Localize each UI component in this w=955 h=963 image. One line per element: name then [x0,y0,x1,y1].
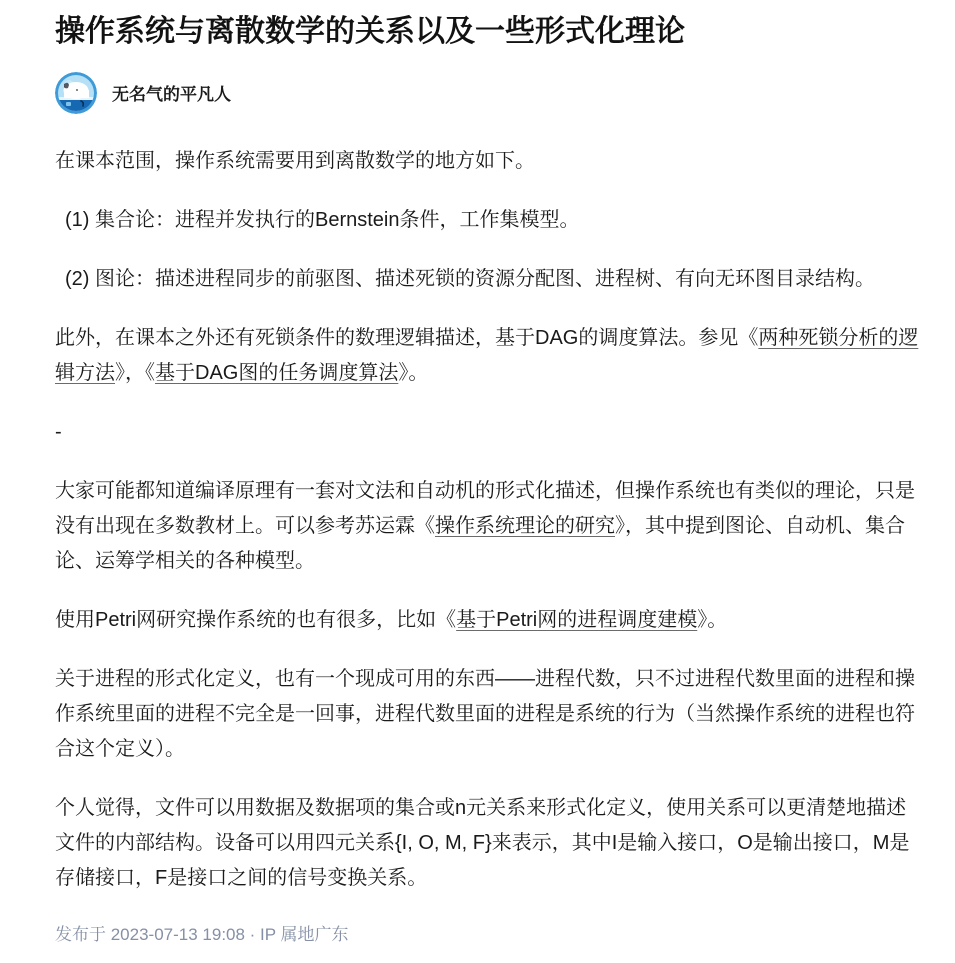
paragraph-text: 》，《 [115,361,155,384]
dash-text: - [55,420,62,443]
article-title: 操作系统与离散数学的关系以及一些形式化理论 [55,15,685,48]
article-content [55,144,921,896]
paragraph-file-relations [55,791,921,896]
paragraph-deadlock [55,321,921,391]
paragraph-text: 个人觉得，文件可以用数据及数据项的集合或n元关系来形式化定义，使用关系可以更清楚地描述文件的内部结构。设备可以用四元关系{I, O, M, F}来表示，其中I是输入接口，O是输出接口，M是存储接口，F是接口之间的信号变换关系。 [55,796,910,889]
paragraph-list-item-1 [55,203,921,238]
paragraph-petri-net [55,603,921,638]
paragraph-text: (1) 集合论：进程并发执行的Bernstein条件，工作集模型。 [65,208,580,231]
paragraph-text: 此外，在课本之外还有死锁条件的数理逻辑描述，基于DAG的调度算法。参见《 [55,326,759,349]
author-row [55,72,921,114]
paragraph-list-item-2 [55,262,921,297]
article-link-petri-net-modeling[interactable]: 基于Petri网的进程调度建模 [456,608,698,631]
article-link-dag-scheduling[interactable]: 基于DAG图的任务调度算法 [155,361,399,384]
paragraph-formal-theory [55,474,921,579]
paragraph-text: 》。 [697,608,728,631]
article-link-os-theory-research[interactable]: 操作系统理论的研究 [435,514,615,537]
article-link-deadlock-logic[interactable]: 两种死锁分析的逻辑方法 [55,326,919,384]
paragraph-text: 大家可能都知道编译原理有一套对文法和自动机的形式化描述，但操作系统也有类似的理论，只是没有出现在多数教材上。可以参考苏运霖《 [55,479,915,537]
author-name[interactable]: 无名气的平凡人 [112,85,231,104]
author-avatar-icon[interactable] [55,72,97,114]
paragraph-process-algebra [55,662,921,767]
paragraph-text: (2) 图论：描述进程同步的前驱图、描述死锁的资源分配图、进程树、有向无环图目录结构。 [65,267,875,290]
paragraph-text: 》。 [398,361,429,384]
dash-separator [55,415,921,450]
paragraph-intro [55,144,921,179]
publish-meta: 发布于 2023-07-13 19:08 · IP 属地广东 [55,924,349,944]
paragraph-text: 在课本范围，操作系统需要用到离散数学的地方如下。 [55,149,535,172]
paragraph-text: 关于进程的形式化定义，也有一个现成可用的东西——进程代数，只不过进程代数里面的进程和操作系统里面的进程不完全是一回事，进程代数里面的进程是系统的行为（当然操作系统的进程也符合这个定义）。 [55,667,915,760]
paragraph-text: 使用Petri网研究操作系统的也有很多，比如《 [55,608,457,631]
paragraph-text: 》，其中提到图论、自动机、集合论、运筹学相关的各种模型。 [55,514,905,572]
